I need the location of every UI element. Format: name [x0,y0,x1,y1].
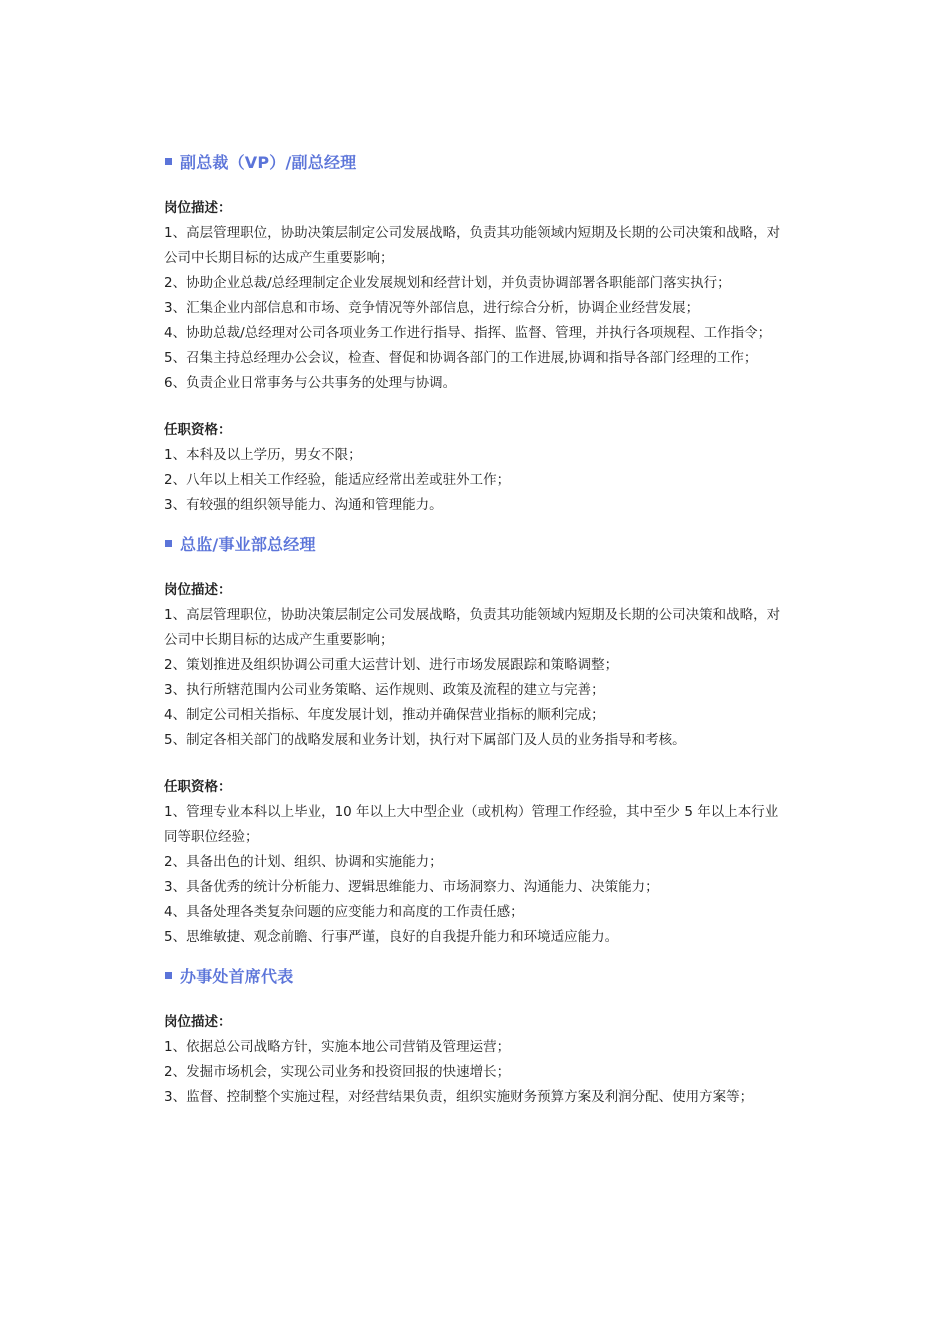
list-item: 2、发掘市场机会，实现公司业务和投资回报的快速增长； [164,1064,511,1080]
section-title [164,150,786,172]
list-item: 5、思维敏捷、观念前瞻、行事严谨，良好的自我提升能力和环境适应能力。 [164,929,619,945]
square-bullet-icon [165,158,172,165]
list-item: 5、制定各相关部门的战略发展和业务计划，执行对下属部门及人员的业务指导和考核。 [164,732,686,748]
qualifications-label: 任职资格： [164,779,232,795]
square-bullet-icon [165,540,172,547]
list-item: 3、有较强的组织领导能力、沟通和管理能力。 [164,497,443,513]
list-item: 3、监督、控制整个实施过程，对经营结果负责，组织实施财务预算方案及利润分配、使用方案等； [164,1089,754,1105]
list-item: 4、协助总裁/总经理对公司各项业务工作进行指导、指挥、监督、管理，并执行各项规程、工作指令； [164,325,772,341]
list-item: 1、本科及以上学历，男女不限； [164,447,362,463]
section-title-text: 副总裁（VP）/副总经理 [180,152,357,172]
list-item: 4、具备处理各类复杂问题的应变能力和高度的工作责任感； [164,904,524,920]
list-item: 3、执行所辖范围内公司业务策略、运作规则、政策及流程的建立与完善； [164,682,605,698]
section-chief-representative [164,964,786,1110]
section-title [164,532,786,554]
list-item: 4、制定公司相关指标、年度发展计划，推动并确保营业指标的顺利完成； [164,707,605,723]
list-item: 3、具备优秀的统计分析能力、逻辑思维能力、市场洞察力、沟通能力、决策能力； [164,879,659,895]
square-bullet-icon [165,972,172,979]
list-item: 3、汇集企业内部信息和市场、竞争情况等外部信息，进行综合分析，协调企业经营发展； [164,300,700,316]
document-page [164,150,786,1110]
qualifications-label: 任职资格： [164,422,232,438]
job-description-label: 岗位描述： [164,200,232,216]
list-item: 1、依据总公司战略方针，实施本地公司营销及管理运营； [164,1039,511,1055]
list-item: 1、高层管理职位，协助决策层制定公司发展战略，负责其功能领域内短期及长期的公司决策和战略，对公司中长期目标的达成产生重要影响； [164,225,781,266]
list-item: 2、具备出色的计划、组织、协调和实施能力； [164,854,443,870]
section-vp [164,150,786,518]
list-item: 6、负责企业日常事务与公共事务的处理与协调。 [164,375,457,391]
list-item: 5、召集主持总经理办公会议，检查、督促和协调各部门的工作进展,协调和指导各部门经理的工作； [164,350,758,366]
list-item: 2、策划推进及组织协调公司重大运营计划、进行市场发展跟踪和策略调整； [164,657,619,673]
section-title [164,964,786,986]
section-director [164,532,786,950]
list-item: 1、高层管理职位，协助决策层制定公司发展战略，负责其功能领域内短期及长期的公司决策和战略，对公司中长期目标的达成产生重要影响； [164,607,781,648]
list-item: 2、八年以上相关工作经验，能适应经常出差或驻外工作； [164,472,511,488]
list-item: 2、协助企业总裁/总经理制定企业发展规划和经营计划，并负责协调部署各职能部门落实执行； [164,275,731,291]
section-title-text: 总监/事业部总经理 [180,534,316,554]
job-description-label: 岗位描述： [164,582,232,598]
job-description-label: 岗位描述： [164,1014,232,1030]
section-title-text: 办事处首席代表 [180,966,294,986]
list-item: 1、管理专业本科以上毕业，10 年以上大中型企业（或机构）管理工作经验，其中至少 5 年以上本行业同等职位经验； [164,804,779,845]
